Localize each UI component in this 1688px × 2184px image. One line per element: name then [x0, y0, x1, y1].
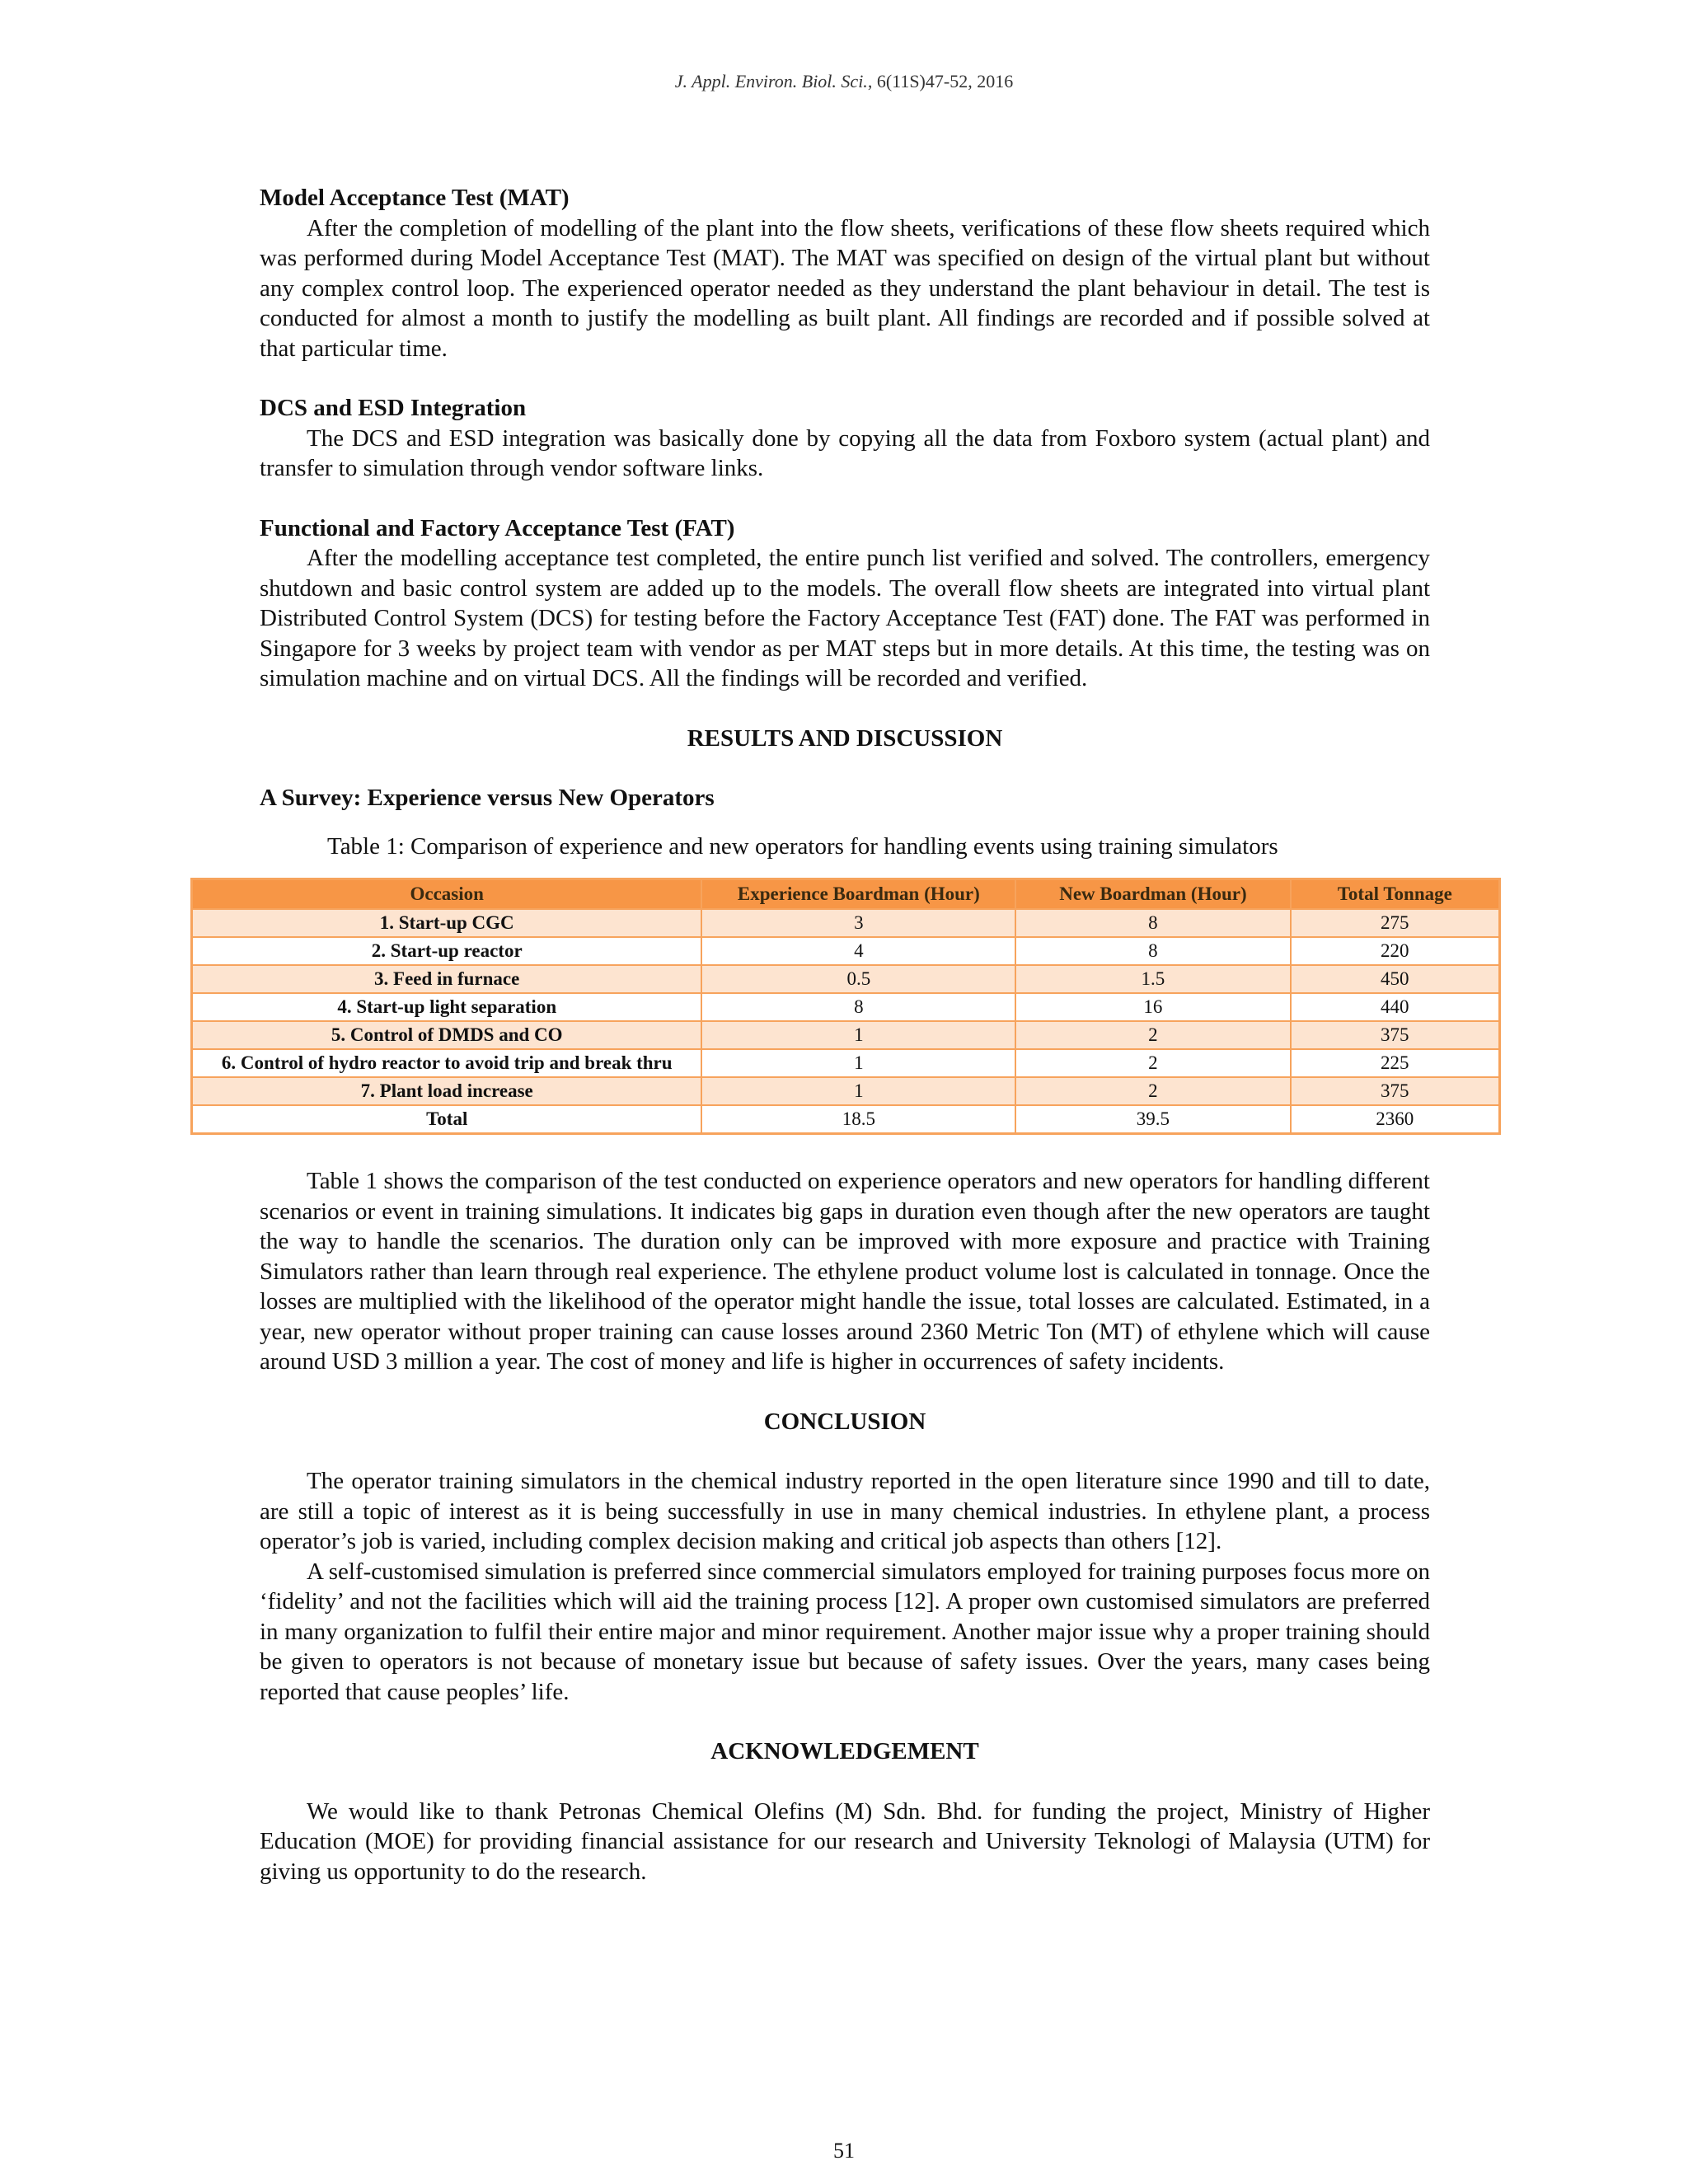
conclusion-paragraph-1: The operator training simulators in the chemical industry reported in the open literature since 1990 and till to date, are still a topic of interest as it is being successfully in use in many chemical industries. In ethylene plant, a process operator’s job is varied, including complex decision making and critical job aspects than others [12]. [260, 1468, 1430, 1554]
column-header: Occasion [192, 879, 702, 910]
table-cell: 1. Start-up CGC [192, 909, 702, 937]
table-cell: 39.5 [1015, 1105, 1290, 1134]
journal-issue: , 6(11S)47-52, 2016 [867, 71, 1014, 91]
page-number: 51 [833, 2139, 855, 2163]
table-cell: 18.5 [701, 1105, 1015, 1134]
table-row [192, 909, 1500, 937]
table-cell: 8 [701, 993, 1015, 1021]
table-cell: 375 [1291, 1077, 1500, 1105]
table-caption: Table 1: Comparison of experience and new operators for handling events using training simulators [327, 832, 1278, 860]
column-header: Experience Boardman (Hour) [701, 879, 1015, 910]
table-cell: Total [192, 1105, 702, 1134]
table-cell: 6. Control of hydro reactor to avoid trip and break thru [192, 1049, 702, 1077]
table-row [192, 1021, 1500, 1049]
column-header: Total Tonnage [1291, 879, 1500, 910]
journal-name: J. Appl. Environ. Biol. Sci. [674, 71, 868, 91]
table-row [192, 965, 1500, 993]
table-cell: 4 [701, 937, 1015, 965]
results-paragraph: Table 1 shows the comparison of the test conducted on experience operators and new operators for handling different scenarios or event in training simulations. It indicates big gaps in duration even though after the new operators are taught the way to handle the scenarios. The duration only can be improved with more exposure and practice with Training Simulators rather than learn through real experience. The ethylene product volume lost is calculated in tonnage. Once the losses are multiplied with the likelihood of the operator might handle the issue, total losses are calculated. Estimated, in a year, new operator without proper training can cause losses around 2360 Metric Ton (MT) of ethylene which will cause around USD 3 million a year. The cost of money and life is higher in occurrences of safety incidents. [260, 1168, 1430, 1375]
table-cell: 5. Control of DMDS and CO [192, 1021, 702, 1049]
table-cell: 2. Start-up reactor [192, 937, 702, 965]
table-cell: 1 [701, 1077, 1015, 1105]
page-content [221, 183, 1452, 1886]
conclusion-paragraph-2: A self-customised simulation is preferred since commercial simulators employed for training purposes focus more on ‘fidelity’ and not the facilities which will aid the training process [12]. A proper own customised simulators are preferred in many organization to fulfil their entire major and minor requirement. Another major issue why a proper training should be given to operators is not because of monetary issue but because of safety issues. Over the years, many cases being reported that cause peoples’ life. [260, 1558, 1430, 1705]
table-container [190, 878, 1501, 1135]
conclusion-heading: CONCLUSION [763, 1408, 926, 1435]
dcs-paragraph: The DCS and ESD integration was basically done by copying all the data from Foxboro system (actual plant) and transfer to simulation through vendor software links. [260, 424, 1430, 481]
table-cell: 16 [1015, 993, 1290, 1021]
table-cell: 2 [1015, 1021, 1290, 1049]
table-row [192, 1049, 1500, 1077]
acknowledgement-paragraph: We would like to thank Petronas Chemical Olefins (M) Sdn. Bhd. for funding the project, Ministry of Higher Education (MOE) for providing financial assistance for our research and University Teknologi of Malaysia (UTM) for giving us opportunity to do the research. [260, 1797, 1430, 1885]
table-cell: 1 [701, 1021, 1015, 1049]
acknowledgement-heading: ACKNOWLEDGEMENT [710, 1738, 979, 1765]
table-cell: 8 [1015, 937, 1290, 965]
table-cell: 8 [1015, 909, 1290, 937]
table-cell: 1 [701, 1049, 1015, 1077]
fat-paragraph: After the modelling acceptance test completed, the entire punch list verified and solved. The controllers, emergency shutdown and basic control system are added up to the models. The overall flow sheets are integrated into virtual plant Distributed Control System (DCS) for testing before the Factory Acceptance Test (FAT) done. The FAT was performed in Singapore for 3 weeks by project team with vendor as per MAT steps but in more details. At this time, the testing was on simulation machine and on virtual DCS. All the findings will be recorded and verified. [260, 545, 1430, 691]
table-header-row [192, 879, 1500, 910]
mat-heading: Model Acceptance Test (MAT) [260, 185, 570, 211]
table-cell: 440 [1291, 993, 1500, 1021]
table-cell: 3 [701, 909, 1015, 937]
running-header [0, 71, 1688, 92]
table-cell: 375 [1291, 1021, 1500, 1049]
table-cell: 2360 [1291, 1105, 1500, 1134]
survey-subheading: A Survey: Experience versus New Operators [260, 785, 715, 811]
table-cell: 3. Feed in furnace [192, 965, 702, 993]
table-row [192, 937, 1500, 965]
mat-paragraph: After the completion of modelling of the plant into the flow sheets, verifications of these flow sheets required which was performed during Model Acceptance Test (MAT). The MAT was specified on design of the virtual plant but without any complex control loop. The experienced operator needed as they understand the plant behaviour in detail. The test is conducted for almost a month to justify the modelling as built plant. All findings are recorded and if possible solved at that particular time. [260, 214, 1430, 362]
table-cell: 225 [1291, 1049, 1500, 1077]
table-cell: 275 [1291, 909, 1500, 937]
table-total-row [192, 1105, 1500, 1134]
table-cell: 4. Start-up light separation [192, 993, 702, 1021]
column-header: New Boardman (Hour) [1015, 879, 1290, 910]
table-cell: 220 [1291, 937, 1500, 965]
dcs-heading: DCS and ESD Integration [260, 395, 527, 421]
results-heading: RESULTS AND DISCUSSION [687, 724, 1003, 752]
table-cell: 2 [1015, 1077, 1290, 1105]
table-cell: 2 [1015, 1049, 1290, 1077]
comparison-table [190, 878, 1501, 1135]
table-row [192, 1077, 1500, 1105]
table-cell: 1.5 [1015, 965, 1290, 993]
table-cell: 7. Plant load increase [192, 1077, 702, 1105]
fat-heading: Functional and Factory Acceptance Test (FAT) [260, 514, 735, 541]
table-cell: 450 [1291, 965, 1500, 993]
table-cell: 0.5 [701, 965, 1015, 993]
table-row [192, 993, 1500, 1021]
